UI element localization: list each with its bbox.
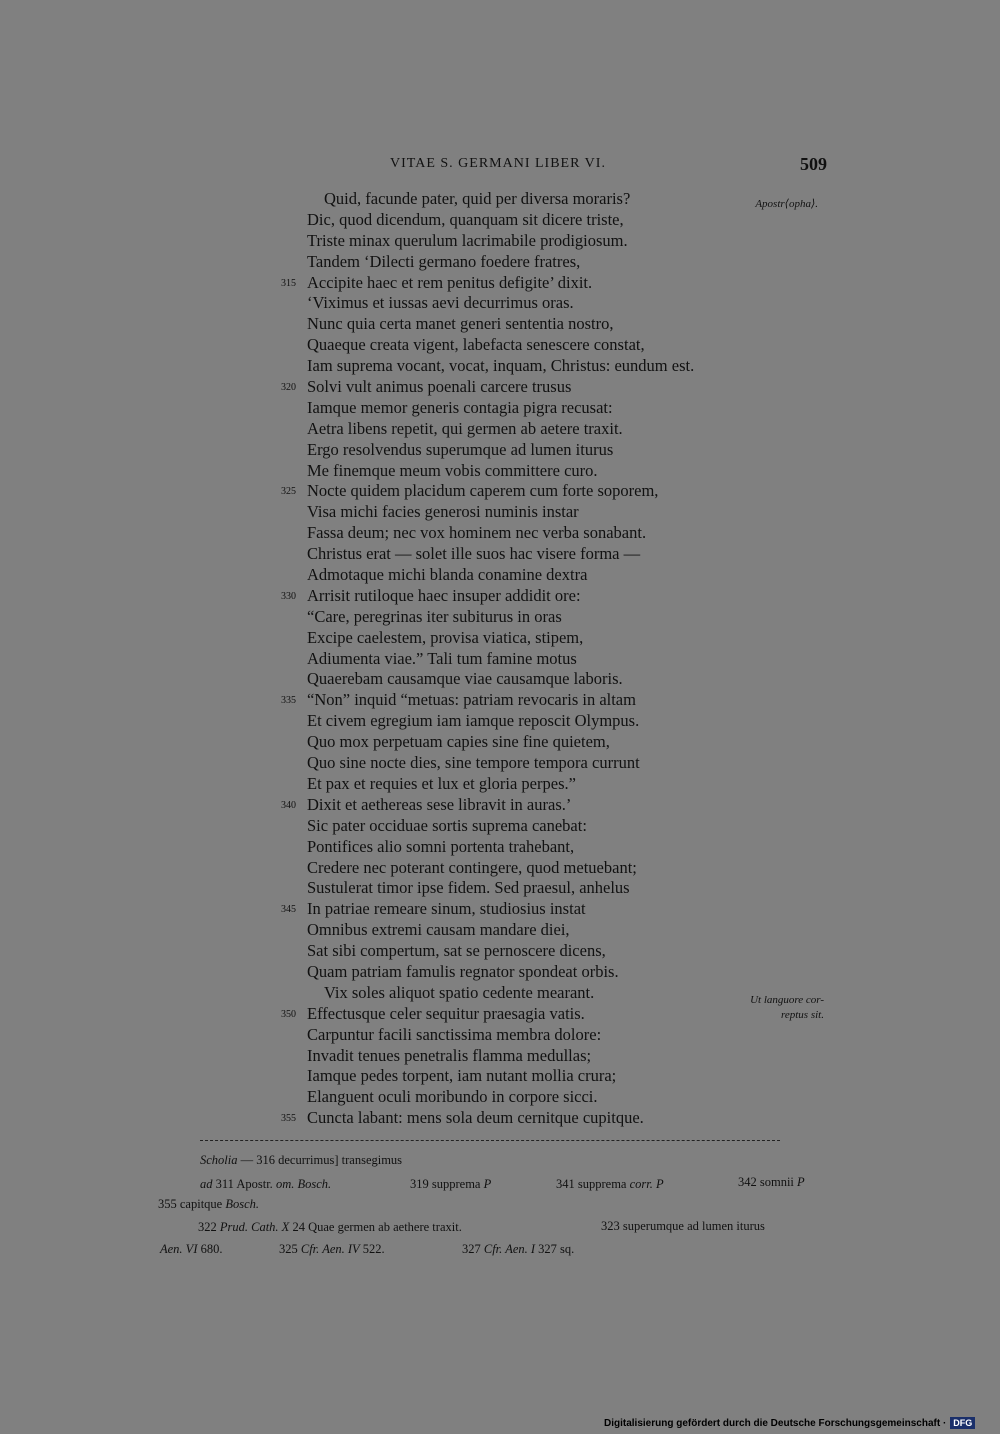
verse-text: Iamque pedes torpent, iam nutant mollia crura; bbox=[307, 1066, 617, 1086]
verse-text: Quo sine nocte dies, sine tempore tempora currunt bbox=[307, 753, 640, 773]
margin-note-ut-languore bbox=[700, 993, 824, 1023]
verse-line bbox=[0, 837, 1000, 858]
line-number: 335 bbox=[281, 695, 296, 707]
footnote-source-3 bbox=[160, 1242, 222, 1257]
verse-line bbox=[0, 732, 1000, 753]
verse-line bbox=[0, 398, 1000, 419]
verse-text: Sustulerat timor ipse fidem. Sed praesul, anhelus bbox=[307, 878, 630, 898]
verse-text: Carpuntur facili sanctissima membra dolore: bbox=[307, 1024, 602, 1044]
verse-line bbox=[0, 690, 1000, 711]
verse-line bbox=[0, 440, 1000, 461]
verse-line bbox=[0, 377, 1000, 398]
verse-text: Sat sibi compertum, sat se pernoscere dicens, bbox=[307, 941, 606, 961]
verse-text: Quam patriam famulis regnator spondeat orbis. bbox=[307, 961, 619, 981]
verse-text: Arrisit rutiloque haec insuper addidit ore: bbox=[307, 585, 581, 605]
verse-text: “Non” inquid “metuas: patriam revocaris in altam bbox=[307, 690, 636, 710]
scholia-label: Scholia bbox=[200, 1153, 238, 1167]
verse-line bbox=[0, 941, 1000, 962]
source-text: Prud. Cath. X bbox=[219, 1220, 290, 1234]
apparatus-text: 311 Apostr. bbox=[212, 1177, 276, 1191]
verse-text: Iamque memor generis contagia pigra recusat: bbox=[307, 397, 613, 417]
line-number: 345 bbox=[281, 904, 296, 916]
verse-line bbox=[0, 607, 1000, 628]
verse-text: Excipe caelestem, provisa viatica, stipem, bbox=[307, 627, 584, 647]
verse-text: Quid, facunde pater, quid per diversa moraris? bbox=[324, 189, 631, 208]
footnote-divider bbox=[200, 1140, 780, 1141]
verse-line bbox=[0, 920, 1000, 941]
verse-text: Et civem egregium iam iamque reposcit Olympus. bbox=[307, 711, 640, 731]
digitization-credit bbox=[604, 1417, 975, 1429]
footnote-source-1 bbox=[198, 1220, 462, 1235]
verse-line bbox=[0, 419, 1000, 440]
running-header: VITAE S. GERMANI LIBER VI. bbox=[390, 156, 606, 171]
verse-text: Nunc quia certa manet generi sententia nostro, bbox=[307, 314, 614, 334]
footnote-scholia bbox=[200, 1153, 402, 1168]
source-text: 325 bbox=[279, 1242, 301, 1256]
verse-text: Elanguent oculi moribundo in corpore sicci. bbox=[307, 1087, 598, 1107]
verse-text: Pontifices alio somni portenta trahebant, bbox=[307, 836, 575, 856]
verse-block bbox=[0, 189, 1000, 1129]
verse-text: Me finemque meum vobis committere curo. bbox=[307, 460, 598, 480]
scholia-text: — 316 decurrimus] transegimus bbox=[237, 1153, 403, 1167]
verse-line bbox=[0, 189, 1000, 210]
verse-text: ‘Viximus et iussas aevi decurrimus oras. bbox=[307, 293, 574, 313]
verse-line bbox=[0, 1087, 1000, 1108]
verse-text: Cuncta labant: mens sola deum cernitque cupitque. bbox=[307, 1108, 644, 1128]
verse-text: Tandem ‘Dilecti germano foedere fratres, bbox=[307, 251, 581, 271]
verse-line bbox=[0, 983, 1000, 1004]
verse-line bbox=[0, 1066, 1000, 1087]
verse-line bbox=[0, 523, 1000, 544]
verse-line bbox=[0, 293, 1000, 314]
verse-text: In patriae remeare sinum, studiosius instat bbox=[307, 899, 586, 919]
footnote-apparatus-2 bbox=[410, 1177, 491, 1192]
margin-note-apostropha: Apostr⟨opha⟩. bbox=[755, 198, 818, 210]
verse-line bbox=[0, 649, 1000, 670]
verse-text: Triste minax querulum lacrimabile prodigiosum. bbox=[307, 230, 628, 250]
verse-text: Visa michi facies generosi numinis instar bbox=[307, 502, 579, 522]
verse-text: Admotaque michi blanda conamine dextra bbox=[307, 565, 588, 585]
footnote-apparatus-4 bbox=[738, 1175, 805, 1190]
verse-line bbox=[0, 252, 1000, 273]
verse-line bbox=[0, 1108, 1000, 1129]
verse-text: Dic, quod dicendum, quanquam sit dicere triste, bbox=[307, 209, 624, 229]
verse-text: Adiumenta viae.” Tali tum famine motus bbox=[307, 648, 577, 668]
verse-line bbox=[0, 210, 1000, 231]
verse-text: Effectusque celer sequitur praesagia vatis. bbox=[307, 1003, 585, 1023]
line-number: 315 bbox=[281, 277, 296, 289]
verse-line bbox=[0, 502, 1000, 523]
verse-line bbox=[0, 899, 1000, 920]
apparatus-ad: ad bbox=[200, 1177, 213, 1191]
apparatus-text: 355 capitque bbox=[158, 1197, 226, 1211]
apparatus-text: 342 somnii bbox=[738, 1175, 798, 1189]
verse-text: Solvi vult animus poenali carcere trusus bbox=[307, 377, 572, 397]
verse-line bbox=[0, 774, 1000, 795]
verse-text: Credere nec poterant contingere, quod metuebant; bbox=[307, 857, 637, 877]
source-text: 327 sq. bbox=[535, 1242, 575, 1256]
apparatus-text: corr. P bbox=[629, 1177, 664, 1191]
verse-line bbox=[0, 586, 1000, 607]
apparatus-text: 319 supprema bbox=[410, 1177, 484, 1191]
source-text: 327 bbox=[462, 1242, 484, 1256]
verse-text: Accipite haec et rem penitus defigite’ dixit. bbox=[307, 272, 593, 292]
verse-text: Sic pater occiduae sortis suprema canebat: bbox=[307, 815, 587, 835]
dfg-logo: DFG bbox=[950, 1417, 975, 1429]
verse-text: Et pax et requies et lux et gloria perpes.” bbox=[307, 773, 576, 793]
verse-text: Quo mox perpetuam capies sine fine quietem, bbox=[307, 732, 610, 752]
source-text: 322 bbox=[198, 1220, 220, 1234]
verse-line bbox=[0, 669, 1000, 690]
verse-line bbox=[0, 1046, 1000, 1067]
verse-text: Christus erat — solet ille suos hac visere forma — bbox=[307, 544, 641, 564]
verse-line bbox=[0, 753, 1000, 774]
verse-line bbox=[0, 1025, 1000, 1046]
line-number: 325 bbox=[281, 486, 296, 498]
verse-line bbox=[0, 314, 1000, 335]
apparatus-text: 341 supprema bbox=[556, 1177, 630, 1191]
margin-note-line: Ut languore cor- bbox=[750, 994, 824, 1006]
margin-note-line: reptus sit. bbox=[781, 1009, 824, 1021]
verse-text: Vix soles aliquot spatio cedente mearant. bbox=[324, 982, 595, 1002]
apparatus-text: Bosch. bbox=[225, 1197, 260, 1211]
verse-text: Quaerebam causamque viae causamque laboris. bbox=[307, 669, 623, 689]
verse-line bbox=[0, 816, 1000, 837]
verse-line bbox=[0, 356, 1000, 377]
footnote-source-4 bbox=[279, 1242, 385, 1257]
footnote-apparatus-3 bbox=[556, 1177, 664, 1192]
line-number: 330 bbox=[281, 590, 296, 602]
verse-text: Quaeque creata vigent, labefacta senescere constat, bbox=[307, 335, 645, 355]
source-text: Cfr. Aen. I bbox=[483, 1242, 536, 1256]
verse-line bbox=[0, 858, 1000, 879]
source-text: Aen. VI bbox=[160, 1242, 198, 1256]
verse-line bbox=[0, 962, 1000, 983]
source-text: 323 superumque ad lumen iturus bbox=[601, 1219, 765, 1233]
verse-line bbox=[0, 628, 1000, 649]
verse-line bbox=[0, 1004, 1000, 1025]
line-number: 350 bbox=[281, 1008, 296, 1020]
verse-line bbox=[0, 231, 1000, 252]
source-text: 522. bbox=[359, 1242, 385, 1256]
source-text: 24 Quae germen ab aethere traxit. bbox=[289, 1220, 462, 1234]
verse-line bbox=[0, 878, 1000, 899]
footnote-apparatus-5 bbox=[158, 1197, 259, 1212]
verse-line bbox=[0, 461, 1000, 482]
line-number: 340 bbox=[281, 799, 296, 811]
apparatus-text: P bbox=[797, 1175, 805, 1189]
source-text: 680. bbox=[197, 1242, 223, 1256]
verse-line bbox=[0, 335, 1000, 356]
verse-text: Fassa deum; nec vox hominem nec verba sonabant. bbox=[307, 523, 647, 543]
verse-line bbox=[0, 565, 1000, 586]
verse-line bbox=[0, 273, 1000, 294]
footnote-source-2 bbox=[601, 1219, 765, 1234]
verse-text: Aetra libens repetit, qui germen ab aetere traxit. bbox=[307, 418, 623, 438]
verse-text: Dixit et aethereas sese libravit in auras.’ bbox=[307, 794, 572, 814]
verse-line bbox=[0, 711, 1000, 732]
verse-line bbox=[0, 544, 1000, 565]
verse-text: Invadit tenues penetralis flamma medullas; bbox=[307, 1045, 592, 1065]
apparatus-text: P bbox=[483, 1177, 492, 1191]
line-number: 355 bbox=[281, 1113, 296, 1125]
verse-text: “Care, peregrinas iter subiturus in oras bbox=[307, 606, 562, 626]
page-number: 509 bbox=[800, 154, 827, 174]
verse-line bbox=[0, 481, 1000, 502]
verse-text: Iam suprema vocant, vocat, inquam, Christus: eundum est. bbox=[307, 356, 695, 376]
source-text: Cfr. Aen. IV bbox=[300, 1242, 360, 1256]
verse-line bbox=[0, 795, 1000, 816]
verse-text: Ergo resolvendus superumque ad lumen iturus bbox=[307, 439, 614, 459]
apparatus-text: om. Bosch. bbox=[275, 1177, 332, 1191]
verse-text: Omnibus extremi causam mandare diei, bbox=[307, 920, 570, 940]
credit-text: Digitalisierung gefördert durch die Deutsche Forschungsgemeinschaft · bbox=[604, 1417, 947, 1429]
line-number: 320 bbox=[281, 382, 296, 394]
verse-text: Nocte quidem placidum caperem cum forte soporem, bbox=[307, 481, 659, 501]
footnote-source-5 bbox=[462, 1242, 574, 1257]
footnote-apparatus-1 bbox=[200, 1177, 331, 1192]
